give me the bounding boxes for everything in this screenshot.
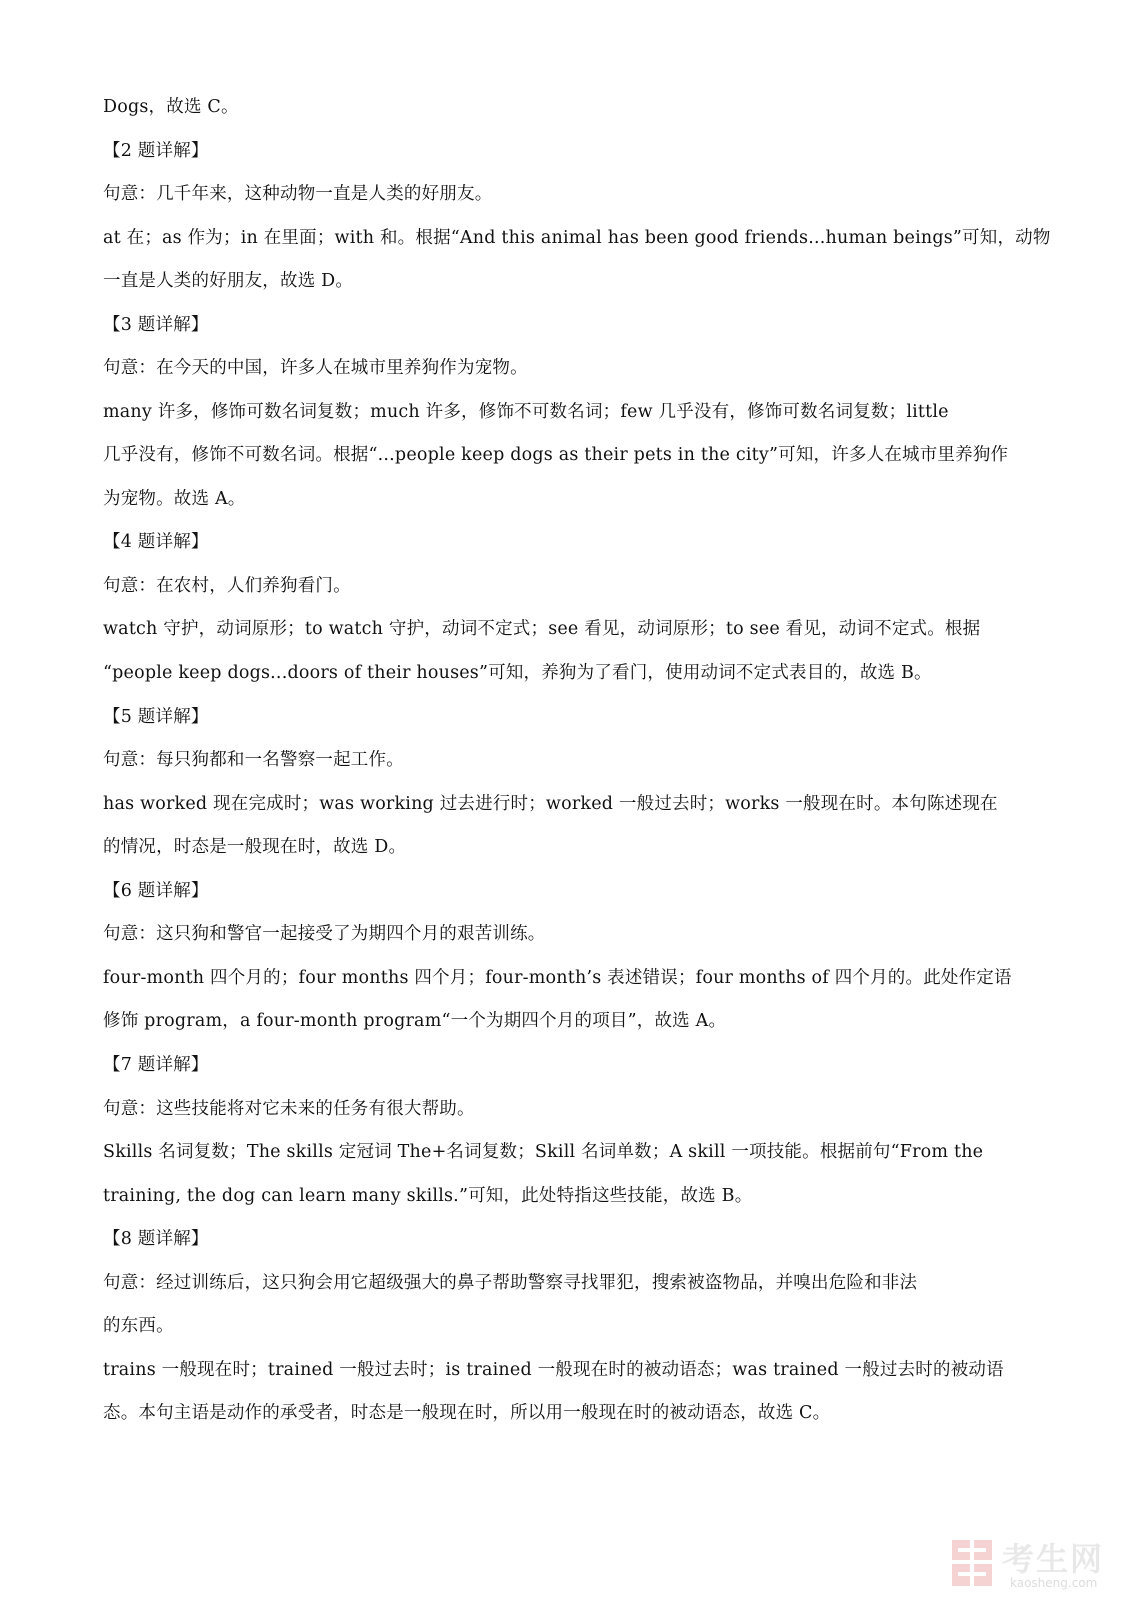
text-line: trains 一般现在时；trained 一般过去时；is trained 一般现在时的被动语态；was trained 一般过去时的被动语: [103, 1360, 1004, 1380]
text-line: four-month 四个月的；four months 四个月；four-month’s 表述错误；four months of 四个月的。此处作定语: [103, 968, 1012, 988]
text-line: 为宠物。故选 A。: [103, 489, 246, 509]
text-line: 的东西。: [103, 1316, 174, 1336]
text-line: 句意：每只狗都和一名警察一起工作。: [103, 750, 404, 770]
text-line: 句意：这只狗和警官一起接受了为期四个月的艰苦训练。: [103, 924, 546, 944]
text-line: many 许多，修饰可数名词复数；much 许多，修饰不可数名词；few 几乎没有，修饰可数名词复数；little: [103, 402, 949, 422]
section-heading: 【2 题详解】: [103, 141, 209, 161]
text-line: 句意：在今天的中国，许多人在城市里养狗作为宠物。: [103, 358, 528, 378]
text-line: Skills 名词复数；The skills 定冠词 The+名词复数；Skill 名词单数；A skill 一项技能。根据前句“From the: [103, 1142, 984, 1162]
section-heading: 【6 题详解】: [103, 881, 209, 901]
watermark-title: 考生网: [1002, 1540, 1105, 1578]
section-heading: 【3 题详解】: [103, 315, 209, 335]
text-line: 修饰 program，a four-month program“一个为期四个月的项目”，故选 A。: [103, 1011, 727, 1031]
text-line: at 在；as 作为；in 在里面；with 和。根据“And this animal has been good friends...human beings”可知，动物: [103, 228, 1051, 248]
text-line: has worked 现在完成时；was working 过去进行时；worked 一般过去时；works 一般现在时。本句陈述现在: [103, 794, 998, 814]
section-heading: 【4 题详解】: [103, 532, 209, 552]
text-line: Dogs，故选 C。: [103, 97, 239, 117]
text-line: 句意：几千年来，这种动物一直是人类的好朋友。: [103, 184, 493, 204]
text-line: 几乎没有，修饰不可数名词。根据“...people keep dogs as their pets in the city”可知，许多人在城市里养狗作: [103, 445, 1009, 465]
section-heading: 【8 题详解】: [103, 1229, 209, 1249]
text-line: 一直是人类的好朋友，故选 D。: [103, 271, 354, 291]
section-heading: 【7 题详解】: [103, 1055, 209, 1075]
text-line: 句意：在农村，人们养狗看门。: [103, 576, 351, 596]
text-line: 的情况，时态是一般现在时，故选 D。: [103, 837, 407, 857]
section-heading: 【5 题详解】: [103, 707, 209, 727]
text-line: watch 守护，动词原形；to watch 守护，动词不定式；see 看见，动词原形；to see 看见，动词不定式。根据: [103, 619, 981, 639]
text-line: 态。本句主语是动作的承受者，时态是一般现在时，所以用一般现在时的被动语态，故选 C。: [103, 1403, 831, 1423]
text-line: 句意：经过训练后，这只狗会用它超级强大的鼻子帮助警察寻找罪犯，搜索被盗物品，并嗅出危险和非法: [103, 1273, 918, 1293]
watermark: [950, 1530, 1120, 1592]
watermark-url: kaosheng.com: [1010, 1576, 1098, 1590]
kaosheng-logo-icon: [950, 1538, 994, 1588]
text-line: “people keep dogs...doors of their houses”可知，养狗为了看门，使用动词不定式表目的，故选 B。: [103, 663, 932, 683]
text-line: 句意：这些技能将对它未来的任务有很大帮助。: [103, 1099, 475, 1119]
text-line: training, the dog can learn many skills.”可知，此处特指这些技能，故选 B。: [103, 1186, 753, 1206]
